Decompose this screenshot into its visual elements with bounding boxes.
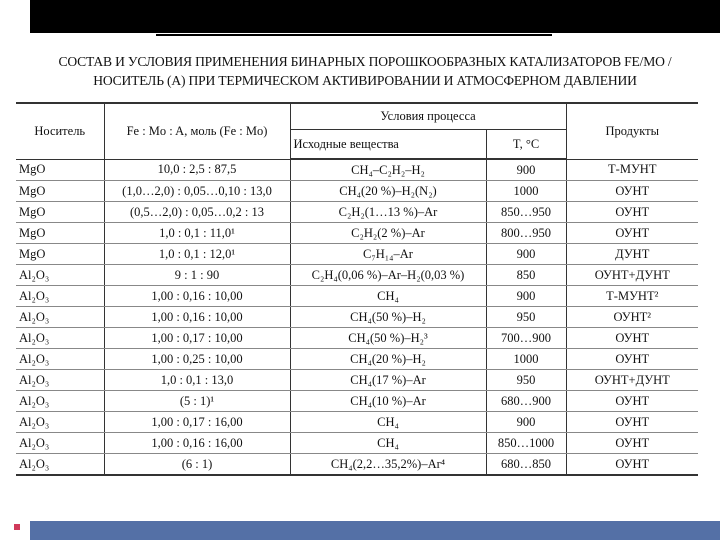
cell-reagents: CH₄ [290,433,486,454]
header-temperature: T, °C [486,130,566,160]
cell-carrier: MgO [16,223,104,244]
cell-reagents: C₇H₁₄–Ar [290,244,486,265]
cell-product: ОУНТ+ДУНТ [566,265,698,286]
title-line-1: СОСТАВ И УСЛОВИЯ ПРИМЕНЕНИЯ БИНАРНЫХ ПОРОШКООБРАЗНЫХ КАТАЛИЗАТОРОВ FE/MO / [58,54,672,69]
cell-reagents: CH₄(50 %)–H₂ [290,307,486,328]
title-underline [156,34,552,36]
cell-carrier: MgO [16,159,104,181]
cell-reagents: CH₄(20 %)–H₂ [290,349,486,370]
cell-product: ОУНТ+ДУНТ [566,370,698,391]
cell-carrier: Al₂O₃ [16,349,104,370]
cell-reagents: CH₄ [290,412,486,433]
cell-carrier: Al₂O₃ [16,286,104,307]
cell-temp: 950 [486,307,566,328]
table-row [16,433,698,454]
cell-product: ОУНТ [566,412,698,433]
table-row [16,223,698,244]
cell-temp: 680…850 [486,454,566,476]
table-row [16,391,698,412]
header-ratio: Fe : Mo : A, моль (Fe : Mo) [104,103,290,159]
cell-temp: 900 [486,244,566,265]
cell-carrier: Al₂O₃ [16,454,104,476]
table-row [16,286,698,307]
cell-product: ДУНТ [566,244,698,265]
cell-ratio: 1,00 : 0,16 : 16,00 [104,433,290,454]
cell-product: Т-МУНТ [566,159,698,181]
cell-product: ОУНТ [566,181,698,202]
cell-reagents: CH₄(2,2…35,2%)–Ar⁴ [290,454,486,476]
cell-temp: 900 [486,412,566,433]
cell-temp: 800…950 [486,223,566,244]
cell-temp: 850…950 [486,202,566,223]
cell-product: ОУНТ [566,391,698,412]
cell-carrier: Al₂O₃ [16,370,104,391]
cell-temp: 900 [486,286,566,307]
table-title [40,52,690,90]
cell-temp: 950 [486,370,566,391]
cell-product: ОУНТ [566,202,698,223]
cell-temp: 680…900 [486,391,566,412]
cell-product: Т-МУНТ² [566,286,698,307]
cell-carrier: Al₂O₃ [16,265,104,286]
cell-carrier: Al₂O₃ [16,433,104,454]
cell-ratio: 10,0 : 2,5 : 87,5 [104,159,290,181]
cell-reagents: CH₄(17 %)–Ar [290,370,486,391]
table-row [16,181,698,202]
cell-carrier: Al₂O₃ [16,328,104,349]
cell-ratio: (5 : 1)¹ [104,391,290,412]
table-row [16,454,698,476]
table-row [16,349,698,370]
cell-ratio: 1,0 : 0,1 : 11,0¹ [104,223,290,244]
table-row [16,370,698,391]
cell-product: ОУНТ [566,328,698,349]
title-line-2: НОСИТЕЛЬ (А) ПРИ ТЕРМИЧЕСКОМ АКТИВИРОВАНИИ И АТМОСФЕРНОМ ДАВЛЕНИИ [93,73,637,88]
cell-ratio: (1,0…2,0) : 0,05…0,10 : 13,0 [104,181,290,202]
cell-temp: 1000 [486,349,566,370]
header-reagents: Исходные вещества [290,130,486,160]
table-row [16,328,698,349]
cell-product: ОУНТ² [566,307,698,328]
table-row [16,244,698,265]
cell-carrier: MgO [16,202,104,223]
cell-ratio: 9 : 1 : 90 [104,265,290,286]
cell-reagents: CH₄–C₂H₂–H₂ [290,159,486,181]
table-row [16,202,698,223]
cell-reagents: CH₄(50 %)–H₂³ [290,328,486,349]
header-process-conditions: Условия процесса [290,103,566,130]
cell-reagents: CH₄(10 %)–Ar [290,391,486,412]
cell-ratio: 1,00 : 0,17 : 16,00 [104,412,290,433]
cell-product: ОУНТ [566,454,698,476]
cell-ratio: 1,00 : 0,17 : 10,00 [104,328,290,349]
cell-reagents: CH₄(20 %)–H₂(N₂) [290,181,486,202]
cell-ratio: 1,0 : 0,1 : 13,0 [104,370,290,391]
cell-reagents: C₂H₂(1…13 %)–Ar [290,202,486,223]
slide-bullet [14,524,20,530]
cell-temp: 850…1000 [486,433,566,454]
cell-ratio: 1,00 : 0,25 : 10,00 [104,349,290,370]
catalyst-table [16,102,698,476]
cell-product: ОУНТ [566,433,698,454]
cell-ratio: (0,5…2,0) : 0,05…0,2 : 13 [104,202,290,223]
cell-carrier: MgO [16,244,104,265]
cell-temp: 1000 [486,181,566,202]
cell-reagents: C₂H₂(2 %)–Ar [290,223,486,244]
cell-carrier: MgO [16,181,104,202]
cell-carrier: Al₂O₃ [16,307,104,328]
cell-temp: 850 [486,265,566,286]
table-row [16,307,698,328]
cell-ratio: 1,00 : 0,16 : 10,00 [104,307,290,328]
header-products: Продукты [566,103,698,159]
table-row [16,159,698,181]
header-carrier: Носитель [16,103,104,159]
table-row [16,265,698,286]
cell-product: ОУНТ [566,223,698,244]
cell-ratio: 1,00 : 0,16 : 10,00 [104,286,290,307]
cell-product: ОУНТ [566,349,698,370]
table-body [16,159,698,475]
footer-bar [30,521,720,540]
cell-temp: 900 [486,159,566,181]
cell-reagents: C₂H₄(0,06 %)–Ar–H₂(0,03 %) [290,265,486,286]
table-row [16,412,698,433]
cell-carrier: Al₂O₃ [16,412,104,433]
top-bar [30,0,720,33]
cell-carrier: Al₂O₃ [16,391,104,412]
cell-reagents: CH₄ [290,286,486,307]
cell-ratio: (6 : 1) [104,454,290,476]
cell-ratio: 1,0 : 0,1 : 12,0¹ [104,244,290,265]
cell-temp: 700…900 [486,328,566,349]
